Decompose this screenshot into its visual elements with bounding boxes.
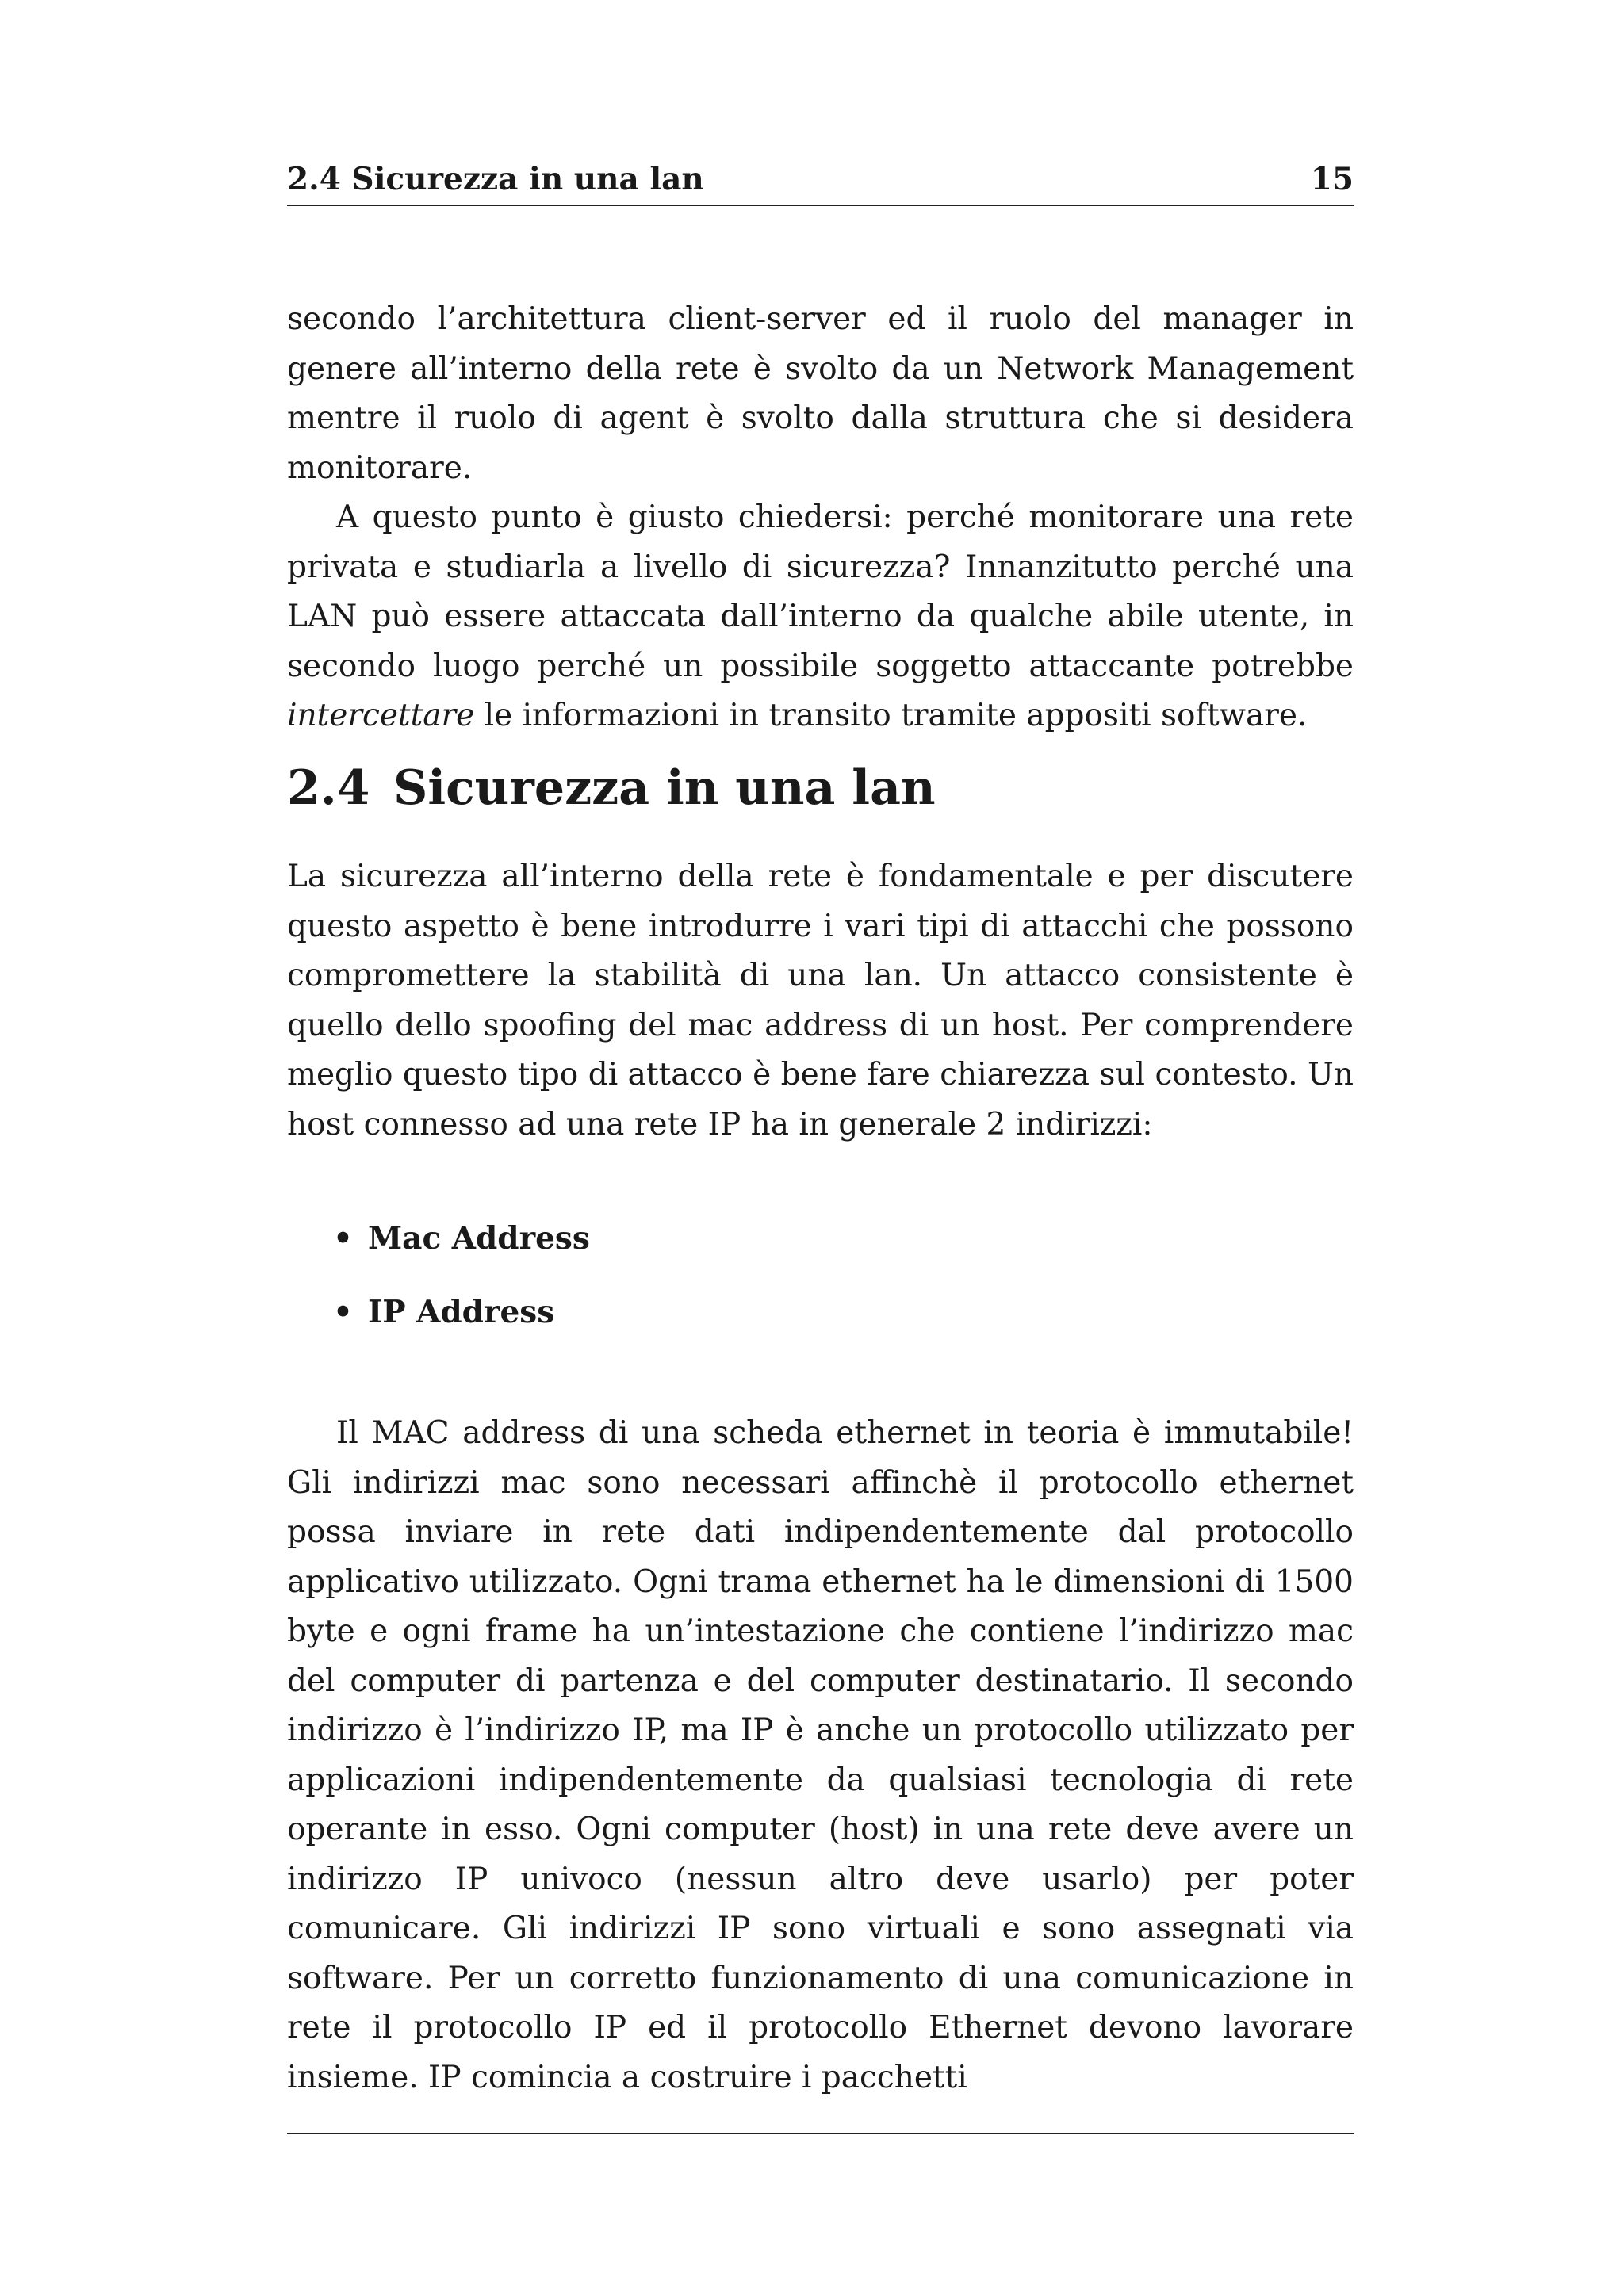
emphasis-intercettare: intercettare: [287, 698, 475, 733]
list-item-label: IP Address: [368, 1294, 555, 1330]
page-number: 15: [1310, 161, 1354, 197]
running-header: [287, 157, 1354, 206]
body-text-intro: [287, 852, 1354, 1150]
list-item: [287, 1288, 1354, 1362]
paragraph-continued: secondo l’architettura client-server ed il ruolo del manager in genere all’interno della rete è svolto da un Network Management mentre il ruolo di agent è svolto dalla struttura che si desidera monitorare.: [287, 301, 1354, 486]
footer-rule: [287, 2133, 1354, 2134]
paragraph-intro: La sicurezza all’interno della rete è fondamentale e per discutere questo aspetto è bene introdurre i vari tipi di attacchi che possono compromettere la stabilità di una lan. Un attacco consistente è quello dello spoofing del mac address di un host. Per comprendere meglio questo tipo di attacco è bene fare chiarezza sul contesto. Un host connesso ad una rete IP ha in generale 2 indirizzi:: [287, 859, 1354, 1142]
section-number: 2.4: [287, 760, 370, 816]
address-list: [287, 1215, 1354, 1362]
list-item-label: Mac Address: [368, 1220, 590, 1257]
paragraph-question: [287, 493, 1354, 741]
running-header-title: 2.4 Sicurezza in una lan: [287, 161, 704, 197]
paragraph-question-after: le informazioni in transito tramite appositi software.: [474, 698, 1308, 733]
section-heading: [287, 756, 1354, 820]
paragraph-question-before: A questo punto è giusto chiedersi: perché monitorare una rete privata e studiarla a livello di sicurezza? Innanzitutto perché una LAN può essere attaccata dall’interno da qualche abile utente, in secondo luogo perché un possibile soggetto attaccante potrebbe: [287, 499, 1354, 684]
body-text-mac: [287, 1409, 1354, 2103]
body-text-top: [287, 295, 1354, 741]
bullet-icon: •: [333, 1220, 353, 1257]
list-item: [287, 1215, 1354, 1288]
paragraph-mac: Il MAC address di una scheda ethernet in teoria è immutabile! Gli indirizzi mac sono necessari affinchè il protocollo ethernet possa inviare in rete dati indipendentemente dal protocollo applicativo utilizzato. Ogni trama ethernet ha le dimensioni di 1500 byte e ogni frame ha un’intestazione che contiene l’indirizzo mac del computer di partenza e del computer destinatario. Il secondo indirizzo è l’indirizzo IP, ma IP è anche un protocollo utilizzato per applicazioni indipendentemente da qualsiasi tecnologia di rete operante in esso. Ogni computer (host) in una rete deve avere un indirizzo IP univoco (nessun altro deve usarlo) per poter comunicare. Gli indirizzi IP sono virtuali e sono assegnati via software. Per un corretto funzionamento di una comunicazione in rete il protocollo IP ed il protocollo Ethernet devono lavorare insieme. IP comincia a costruire i pacchetti: [287, 1415, 1354, 2095]
bullet-icon: •: [333, 1294, 353, 1330]
section-title: Sicurezza in una lan: [393, 760, 936, 816]
